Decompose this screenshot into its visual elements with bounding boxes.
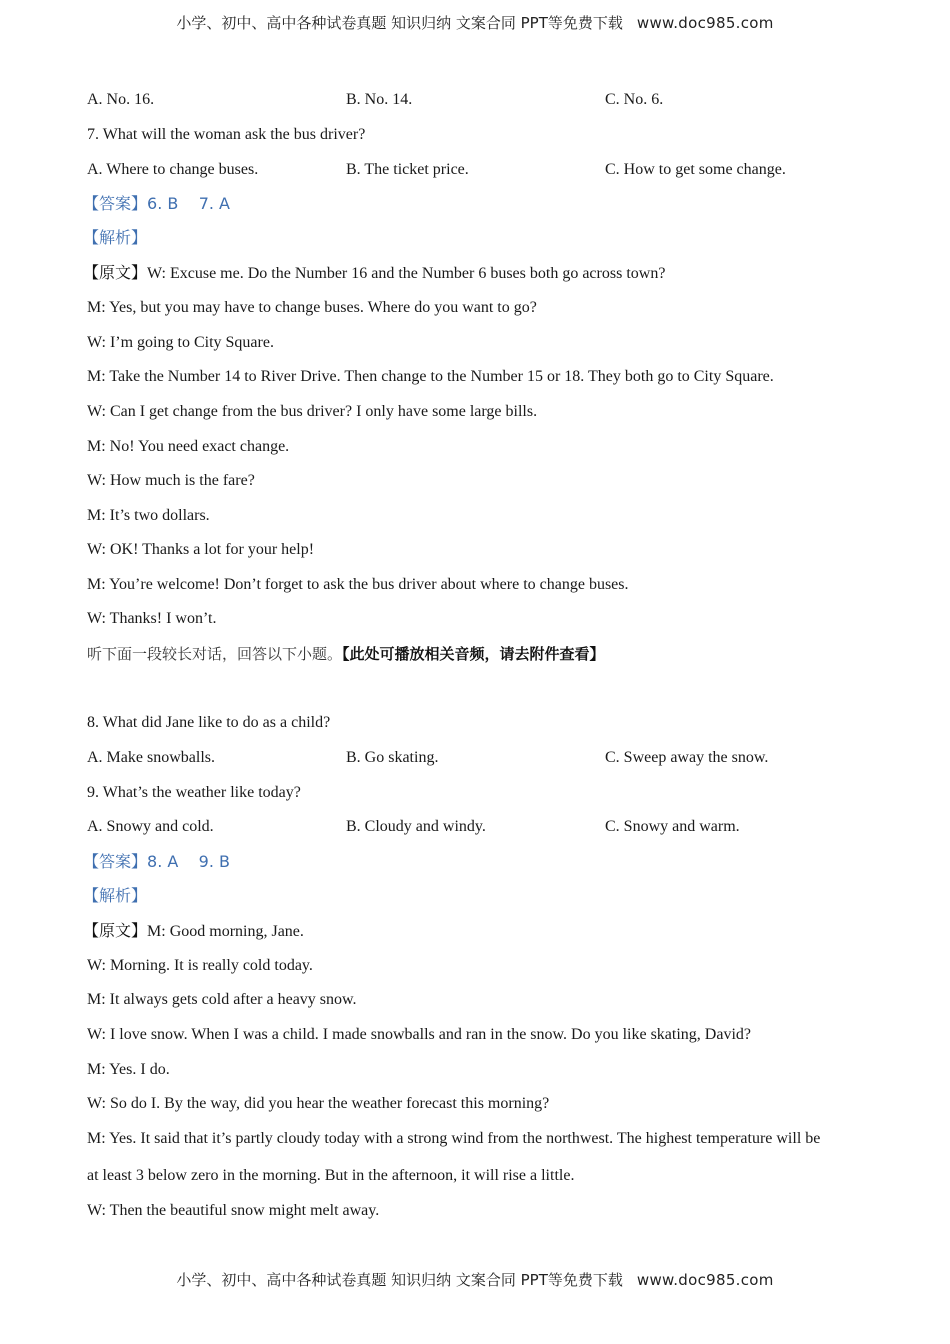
instruction-text: 听下面一段较长对话，回答以下小题。 xyxy=(87,645,343,663)
answer-1 xyxy=(83,194,230,215)
transcript-1-text-0: W: Excuse me. Do the Number 16 and the Number 6 buses both go across town? xyxy=(147,265,666,282)
q8-option-c: C. Sweep away the snow. xyxy=(605,749,769,766)
transcript-2-line-2: M: It always gets cold after a heavy snow. xyxy=(87,991,357,1008)
analysis-2 xyxy=(83,886,147,907)
transcript-2-line-1: W: Morning. It is really cold today. xyxy=(87,957,313,974)
transcript-1-line-3: M: Take the Number 14 to River Drive. Then change to the Number 15 or 18. They both go to City Square. xyxy=(87,368,774,385)
q9-option-b: B. Cloudy and windy. xyxy=(346,818,486,835)
transcript-1-label: 【原文】 xyxy=(83,263,148,282)
answer-2-value: 8. A 9. B xyxy=(147,852,230,871)
transcript-2-label: 【原文】 xyxy=(83,921,148,940)
transcript-2-line-8: W: Then the beautiful snow might melt away. xyxy=(87,1202,380,1219)
transcript-1-line-5: M: No! You need exact change. xyxy=(87,438,290,455)
transcript-1-line-0 xyxy=(83,263,665,284)
transcript-1-line-10: W: Thanks! I won’t. xyxy=(87,610,217,627)
transcript-2-line-6: M: Yes. It said that it’s partly cloudy today with a strong wind from the northwest. The highest temperature will be xyxy=(87,1130,821,1147)
transcript-1-line-9: M: You’re welcome! Don’t forget to ask the bus driver about where to change buses. xyxy=(87,576,629,593)
transcript-2-text-0: M: Good morning, Jane. xyxy=(147,923,304,940)
q6-option-b: B. No. 14. xyxy=(346,91,413,108)
q9-option-a: A. Snowy and cold. xyxy=(87,818,214,835)
q7-question: 7. What will the woman ask the bus driver? xyxy=(87,126,366,143)
answer-1-value: 6. B 7. A xyxy=(147,194,230,213)
q7-option-a: A. Where to change buses. xyxy=(87,161,259,178)
footer-banner-site[interactable]: www.doc985.com xyxy=(636,1271,774,1289)
banner-site[interactable]: www.doc985.com xyxy=(636,14,774,32)
answer-2 xyxy=(83,852,230,873)
header-banner xyxy=(0,12,950,33)
transcript-2-line-3: W: I love snow. When I was a child. I made snowballs and ran in the snow. Do you like skating, David? xyxy=(87,1026,751,1043)
transcript-1-line-7: M: It’s two dollars. xyxy=(87,507,210,524)
q8-question: 8. What did Jane like to do as a child? xyxy=(87,714,331,731)
transcript-2-line-5: W: So do I. By the way, did you hear the weather forecast this morning? xyxy=(87,1095,550,1112)
analysis-2-label: 【解析】 xyxy=(83,886,148,905)
q7-option-b: B. The ticket price. xyxy=(346,161,469,178)
transcript-1-line-8: W: OK! Thanks a lot for your help! xyxy=(87,541,315,558)
listening-instruction xyxy=(87,644,605,665)
analysis-1-label: 【解析】 xyxy=(83,228,148,247)
q9-question: 9. What’s the weather like today? xyxy=(87,784,301,801)
q6-option-c: C. No. 6. xyxy=(605,91,664,108)
q8-option-a: A. Make snowballs. xyxy=(87,749,215,766)
answer-1-label: 【答案】 xyxy=(83,194,148,213)
q9-option-c: C. Snowy and warm. xyxy=(605,818,740,835)
footer-banner xyxy=(0,1269,950,1290)
footer-banner-text: 小学、初中、高中各种试卷真题 知识归纳 文案合同 PPT等免费下载 xyxy=(176,1271,623,1289)
transcript-1-line-4: W: Can I get change from the bus driver? I only have some large bills. xyxy=(87,403,538,420)
transcript-2-line-4: M: Yes. I do. xyxy=(87,1061,170,1078)
transcript-2-line-0 xyxy=(83,921,304,942)
q8-option-b: B. Go skating. xyxy=(346,749,439,766)
transcript-1-line-6: W: How much is the fare? xyxy=(87,472,255,489)
transcript-1-line-1: M: Yes, but you may have to change buses. Where do you want to go? xyxy=(87,299,537,316)
banner-text: 小学、初中、高中各种试卷真题 知识归纳 文案合同 PPT等免费下载 xyxy=(176,14,623,32)
q6-option-a: A. No. 16. xyxy=(87,91,155,108)
transcript-2-line-7: at least 3 below zero in the morning. But in the afternoon, it will rise a little. xyxy=(87,1167,575,1184)
analysis-1 xyxy=(83,228,147,249)
q7-option-c: C. How to get some change. xyxy=(605,161,786,178)
answer-2-label: 【答案】 xyxy=(83,852,148,871)
transcript-1-line-2: W: I’m going to City Square. xyxy=(87,334,274,351)
audio-note[interactable]: 【此处可播放相关音频，请去附件查看】 xyxy=(342,645,605,663)
